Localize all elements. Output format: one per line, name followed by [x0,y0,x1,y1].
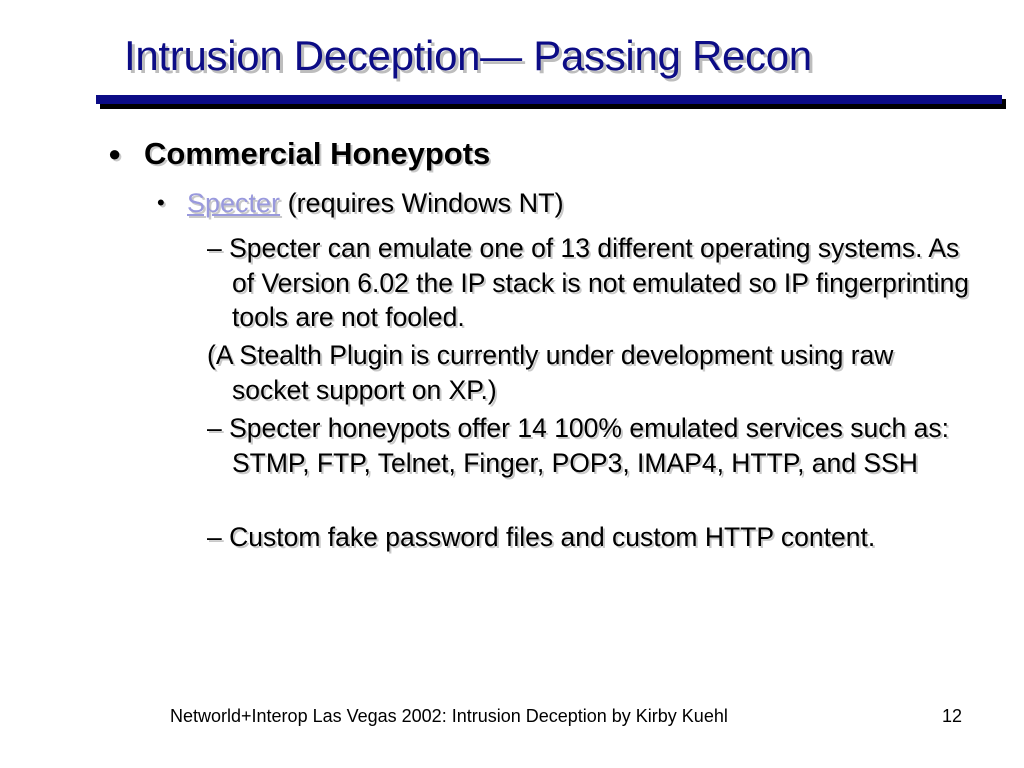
slide-title: Intrusion Deception— Passing Recon [124,32,812,79]
footer: Networld+Interop Las Vegas 2002: Intrusion Deception by Kirby Kuehl [170,706,728,726]
point-services: – Specter honeypots offer 14 100% emulated services such as: STMP, FTP, Telnet, Finger, POP3, IMAP4, HTTP, and SSH [207,413,949,478]
sub-bullet-text: (requires Windows NT) [287,188,564,218]
point-emulation: – Specter can emulate one of 13 different operating systems. As of Version 6.02 the IP stack is not emulated so IP fingerprinting tools are not fooled. [207,233,970,332]
bullet-small-dot-icon: • [157,190,165,215]
point-fake-files: – Custom fake password files and custom HTTP content. [207,522,876,552]
bullet-heading [108,136,490,172]
title-rule [96,95,1002,104]
point-stealth-plugin: (A Stealth Plugin is currently under development using raw socket support on XP.) [207,340,894,405]
heading-text: Commercial Honeypots [144,136,491,171]
sub-bullet [157,188,564,219]
bullet-dot-icon: ● [108,141,122,166]
specter-link[interactable]: Specter [187,188,281,218]
page-number: 12 [942,706,963,726]
